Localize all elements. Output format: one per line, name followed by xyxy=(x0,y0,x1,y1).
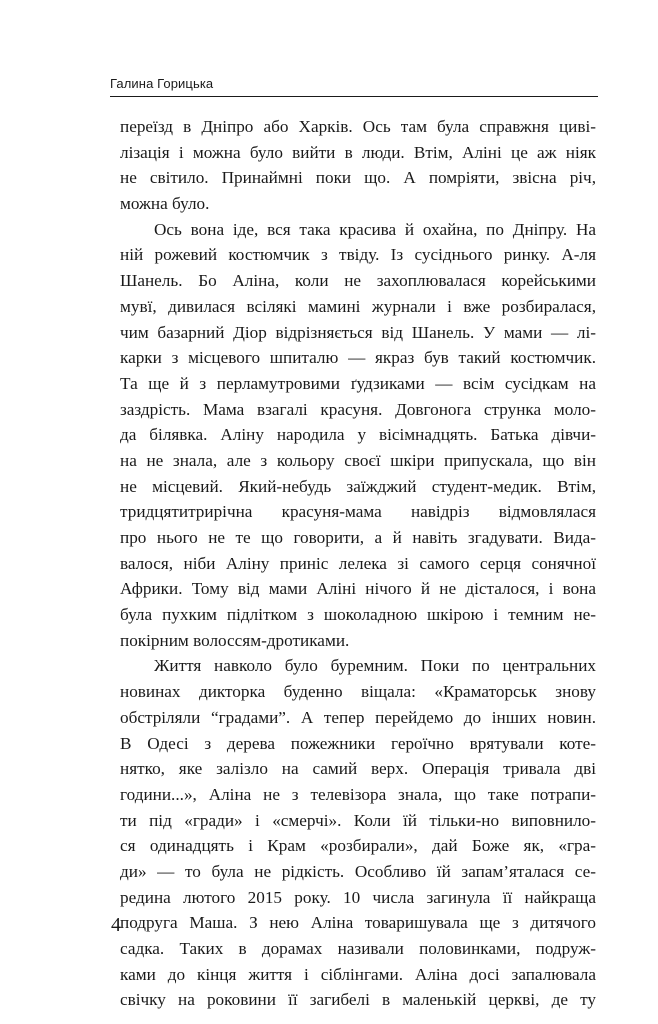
text-line: садка. Таких в дорамах називали половинками, подруж- xyxy=(120,939,596,958)
text-line: карки з місцевого шпиталю — якраз був такий костюмчик. xyxy=(120,348,596,368)
text-line: обстріляли “градами”. А тепер перейдемо до інших новин. xyxy=(120,707,596,727)
text-line: валося, ніби Аліну приніс лелека зі самого серця сонячної xyxy=(120,553,596,573)
text-line: не місцевий. Який-небудь заїжджий студент-медик. Втім, xyxy=(120,476,596,496)
text-line: нятко, яке залізло на самий верх. Операція тривала дві xyxy=(120,759,596,779)
text-line: тридцятитрирічна красуня-мама навідріз відмовлялася xyxy=(120,502,596,522)
text-line: ками до кінця життя і сіблінгами. Аліна досі запалювала xyxy=(120,964,596,984)
text-line: да білявка. Аліну народила у вісімнадцять. Батька дівчи- xyxy=(120,425,596,445)
body-text xyxy=(120,114,596,1013)
text-line: не світило. Принаймні поки що. А помріяти, звісна річ, xyxy=(120,168,596,188)
header-rule xyxy=(110,96,598,97)
text-line: В Одесі з дерева пожежники героїчно врятували коте- xyxy=(120,733,596,753)
paragraph-first-line: Життя навколо було буремним. Поки по центральних xyxy=(154,656,596,676)
text-line: чим базарний Діор відрізняється від Шанель. У мами — лі- xyxy=(120,322,596,342)
text-line: свічку на роковини її загибелі в маленькій церкві, де ту xyxy=(120,990,596,1010)
text-line: редина лютого 2015 року. 10 числа загинула її найкраща xyxy=(120,887,596,907)
text-line: ти під «гради» і «смерчі». Коли їй тільки-но виповнило- xyxy=(120,810,596,830)
running-head: Галина Горицька xyxy=(110,76,214,91)
text-line: мувї, дивилася всілякі мамині журнали і вже розбиралася, xyxy=(120,296,596,316)
text-line: була пухким підлітком з шоколадною шкірою і темним не- xyxy=(120,605,596,625)
text-line: ся одинадцять і Крам «розбирали», дай Боже як, «гра- xyxy=(120,836,596,856)
text-line: ди» — то була не рідкість. Особливо їй запам’яталася се- xyxy=(120,861,596,881)
text-line: про нього не те що говорити, а й навіть згадувати. Вида- xyxy=(120,528,596,547)
text-line: Та ще й з перламутровими ґудзиками — всім сусідкам на xyxy=(120,373,596,393)
text-line: переїзд в Дніпро або Харків. Ось там була справжня циві- xyxy=(120,117,596,136)
text-line: лізація і можна було вийти в люди. Втім, Аліні це аж ніяк xyxy=(120,142,596,162)
text-line: ній рожевий костюмчик з твіду. Із сусіднього ринку. А-ля xyxy=(120,245,596,265)
text-line: подруга Маша. З нею Аліна товаришувала ще з дитячого xyxy=(120,913,596,933)
page-number: 4 xyxy=(111,914,121,936)
text-line: Шанель. Бо Аліна, коли не захоплювалася корейськими xyxy=(120,271,596,291)
text-line: новинах дикторка буденно віщала: «Краматорськ знову xyxy=(120,682,596,702)
text-line: години...», Аліна не з телевізора знала, що таке потрапи- xyxy=(120,784,596,804)
text-line: Африки. Тому від мами Аліні нічого й не дісталося, і вона xyxy=(120,579,596,599)
text-line: покірним волоссям-дротиками. xyxy=(120,630,350,650)
paragraph-first-line: Ось вона іде, вся така красива й охайна, по Дніпру. На xyxy=(154,219,596,239)
text-line: на не знала, але з кольору своєї шкіри припускала, що він xyxy=(120,450,596,470)
text-line: заздрість. Мама взагалі красуня. Довгонога струнка моло- xyxy=(120,399,596,419)
text-line: можна було. xyxy=(120,194,210,214)
